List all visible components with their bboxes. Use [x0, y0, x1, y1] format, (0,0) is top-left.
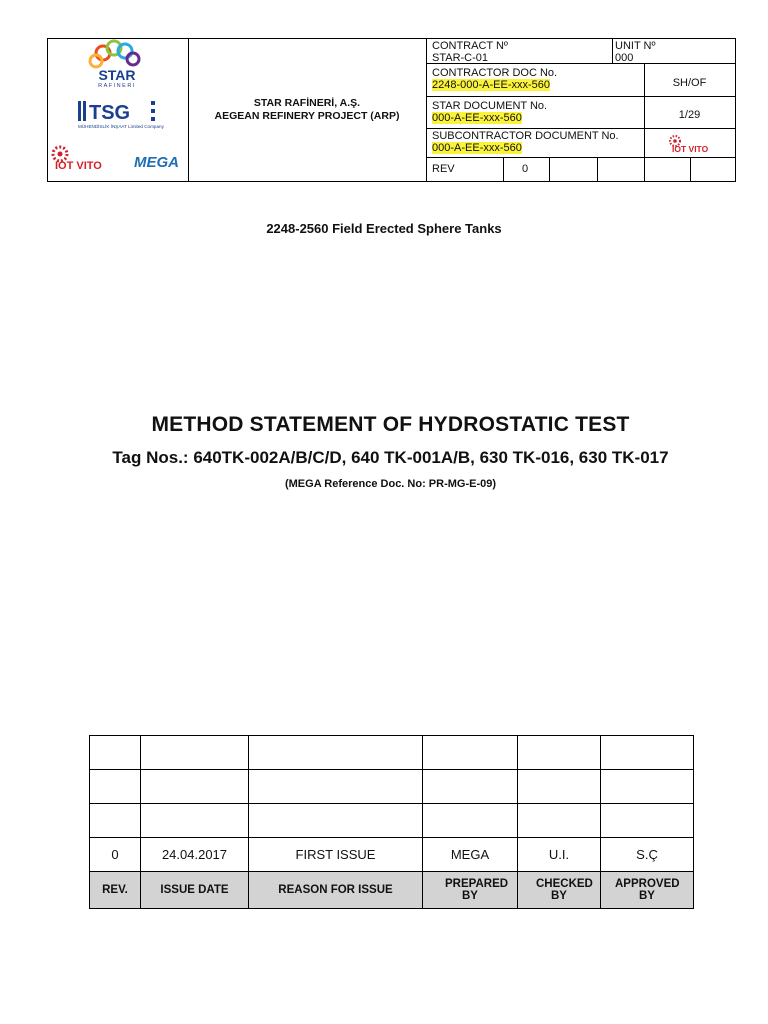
unit-label: UNIT Nº [615, 40, 656, 52]
svg-text:MÜHENDİSLİK İNŞAAT Limited Com: MÜHENDİSLİK İNŞAAT Limited Company [78, 124, 164, 129]
approved-by-cell: S.Ç [601, 838, 694, 872]
reason-cell: FIRST ISSUE [249, 838, 423, 872]
contractor-doc-value: 2248-000-A-EE-xxx-560 [432, 79, 551, 91]
contractor-doc-label: CONTRACTOR DOC No. [432, 67, 558, 79]
star-doc [432, 100, 547, 124]
document-header [47, 38, 736, 182]
contractor-doc [432, 67, 557, 91]
table-row [90, 804, 694, 838]
company-line-1: STAR RAFİNERİ, A.Ş. [253, 97, 361, 109]
project-subtitle: 2248-2560 Field Erected Sphere Tanks [266, 221, 502, 236]
star-doc-value: 000-A-EE-xxx-560 [432, 112, 522, 124]
contract-label: CONTRACT Nº [432, 40, 508, 52]
prepared-by-cell: MEGA [423, 838, 518, 872]
unit-value: 000 [615, 52, 634, 64]
svg-text:STAR: STAR [98, 67, 136, 83]
company-name [188, 39, 426, 181]
header-reason: REASON FOR ISSUE [249, 872, 423, 909]
mega-logo [134, 154, 179, 171]
subcontractor-doc [432, 130, 619, 154]
contract-value: STAR-C-01 [432, 52, 489, 64]
svg-text:IOT VITO: IOT VITO [672, 144, 709, 154]
logos-graphic [48, 39, 188, 181]
logo-column [48, 39, 188, 181]
sheet-number: 1/29 [678, 109, 701, 121]
header-prepared-by: PREPARED BY [423, 872, 518, 909]
header-issue-date: ISSUE DATE [141, 872, 249, 909]
unit-number [615, 40, 655, 64]
svg-text:RAFINERI: RAFINERI [98, 83, 136, 89]
iotvito-small-logo [668, 134, 723, 159]
iotvito-logo [53, 147, 102, 172]
contract-number [432, 40, 508, 64]
header-checked-by: CHECKED BY [518, 872, 601, 909]
svg-text:IOT VITO: IOT VITO [55, 160, 102, 172]
table-row [90, 736, 694, 770]
rev-label: REV [432, 163, 455, 175]
svg-text:MEGA: MEGA [134, 154, 179, 171]
star-doc-label: STAR DOCUMENT No. [432, 100, 548, 112]
subcontractor-doc-label: SUBCONTRACTOR DOCUMENT No. [432, 130, 619, 142]
subcontractor-doc-value: 000-A-EE-xxx-560 [432, 142, 522, 154]
header-rev: REV. [90, 872, 141, 909]
revision-table [89, 735, 694, 909]
company-line-2: AEGEAN REFINERY PROJECT (ARP) [214, 110, 400, 122]
document-title: METHOD STATEMENT OF HYDROSTATIC TEST [151, 413, 630, 436]
sh-of-label: SH/OF [672, 77, 707, 89]
issue-date-cell: 24.04.2017 [141, 838, 249, 872]
rev-value: 0 [522, 163, 529, 175]
checked-by-cell: U.I. [518, 838, 601, 872]
table-row [90, 770, 694, 804]
table-header-row [90, 872, 694, 909]
star-logo [90, 41, 139, 89]
rev-cell: 0 [90, 838, 141, 872]
reference-doc: (MEGA Reference Doc. No: PR-MG-E-09) [284, 478, 497, 490]
header-approved-by: APPROVED BY [601, 872, 694, 909]
tag-numbers: Tag Nos.: 640TK-002A/B/C/D, 640 TK-001A/B, 630 TK-016, 630 TK-017 [112, 448, 669, 467]
tsg-logo [78, 101, 165, 129]
svg-text:TSG: TSG [89, 102, 131, 124]
table-row [90, 838, 694, 872]
